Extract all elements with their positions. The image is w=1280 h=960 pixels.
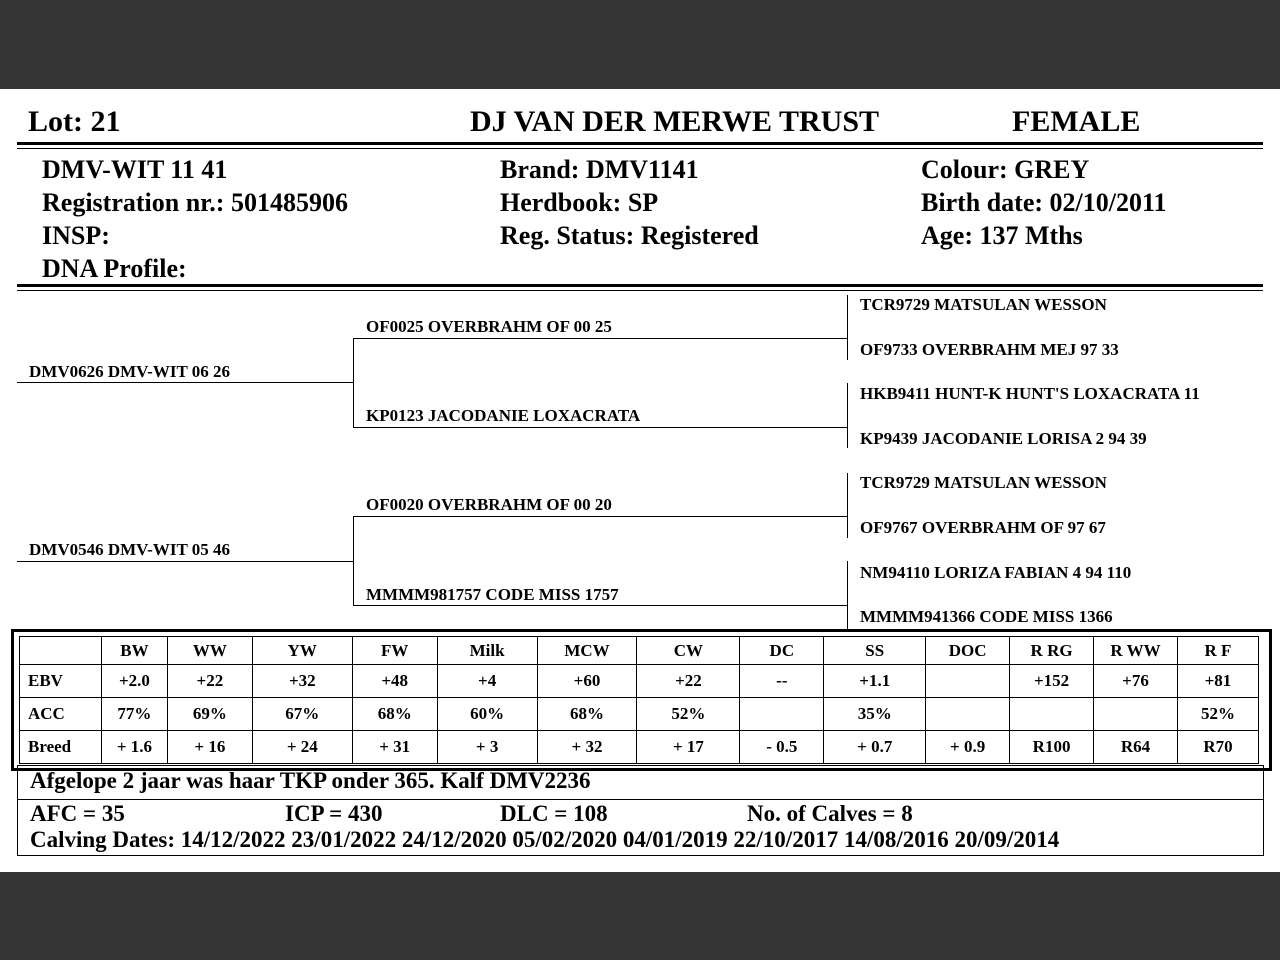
pedigree-line <box>847 295 848 360</box>
remark-box <box>17 765 1264 800</box>
reg-status: Reg. Status: Registered <box>500 221 759 250</box>
table-cell: + 1.6 <box>101 731 167 764</box>
number-of-calves: No. of Calves = 8 <box>747 801 913 826</box>
table-cell <box>740 698 824 731</box>
table-cell: -- <box>740 665 824 698</box>
ebv-col-header: SS <box>824 637 926 665</box>
row-label: ACC <box>20 698 102 731</box>
pedigree-gen3-item: HKB9411 HUNT-K HUNT'S LOXACRATA 11 <box>860 384 1200 403</box>
table-cell: +76 <box>1094 665 1178 698</box>
table-cell: +48 <box>352 665 437 698</box>
dna-profile: DNA Profile: <box>42 254 187 283</box>
brand: Brand: DMV1141 <box>500 155 699 184</box>
table-cell: + 3 <box>437 731 537 764</box>
table-cell: 68% <box>537 698 637 731</box>
table-cell: R100 <box>1010 731 1094 764</box>
row-label: Breed <box>20 731 102 764</box>
table-cell: + 0.9 <box>926 731 1010 764</box>
ebv-col-header: DC <box>740 637 824 665</box>
table-cell: +2.0 <box>101 665 167 698</box>
table-cell: - 0.5 <box>740 731 824 764</box>
icp: ICP = 430 <box>285 801 383 826</box>
lot-label <box>28 105 121 139</box>
animal-info-left <box>42 153 348 285</box>
table-cell: + 32 <box>537 731 637 764</box>
lot-label-text: Lot: <box>28 105 83 138</box>
age: Age: 137 Mths <box>921 221 1083 250</box>
table-row <box>20 698 1259 731</box>
pedigree-gen3-item: TCR9729 MATSULAN WESSON <box>860 473 1107 492</box>
sex-label: FEMALE <box>1012 105 1141 138</box>
pedigree-sire: DMV0626 DMV-WIT 06 26 <box>29 362 230 381</box>
ebv-col-header: Milk <box>437 637 537 665</box>
table-cell: + 0.7 <box>824 731 926 764</box>
owner-name: DJ VAN DER MERWE TRUST <box>470 105 880 138</box>
pedigree-line <box>353 605 847 606</box>
pedigree-gen3-item: TCR9729 MATSULAN WESSON <box>860 295 1107 314</box>
table-cell: R64 <box>1094 731 1178 764</box>
table-cell <box>1094 698 1178 731</box>
dlc: DLC = 108 <box>500 801 608 826</box>
table-cell: + 17 <box>637 731 740 764</box>
info-rule <box>17 284 1263 287</box>
pedigree-line <box>847 561 848 629</box>
pedigree-gen3-item: NM94110 LORIZA FABIAN 4 94 110 <box>860 563 1132 582</box>
calving-stats-box <box>17 799 1264 856</box>
table-cell <box>926 665 1010 698</box>
table-row <box>20 731 1259 764</box>
pedigree-line <box>17 561 353 562</box>
ebv-col-header: FW <box>352 637 437 665</box>
table-cell: +32 <box>252 665 352 698</box>
ebv-col-header: BW <box>101 637 167 665</box>
table-cell: 69% <box>167 698 252 731</box>
ebv-col-header: R RG <box>1010 637 1094 665</box>
table-cell: +22 <box>167 665 252 698</box>
table-cell: R70 <box>1177 731 1258 764</box>
pedigree-gen3-item: OF9767 OVERBRAHM OF 97 67 <box>860 518 1106 537</box>
pedigree-line <box>17 382 353 383</box>
animal-name: DMV-WIT 11 41 <box>42 155 228 184</box>
table-cell: 60% <box>437 698 537 731</box>
table-cell: 52% <box>1177 698 1258 731</box>
table-cell: 77% <box>101 698 167 731</box>
table-cell: +81 <box>1177 665 1258 698</box>
table-cell: + 16 <box>167 731 252 764</box>
remark-text: Afgelope 2 jaar was haar TKP onder 365. Kalf DMV2236 <box>30 768 591 793</box>
ebv-col-header: CW <box>637 637 740 665</box>
table-cell: + 31 <box>352 731 437 764</box>
table-cell <box>926 698 1010 731</box>
pedigree-line <box>847 383 848 448</box>
header-rule-thin <box>17 148 1263 149</box>
table-cell: 52% <box>637 698 740 731</box>
animal-info-middle <box>500 153 759 252</box>
insp: INSP: <box>42 221 110 250</box>
table-cell <box>1010 698 1094 731</box>
pedigree-gen3-item: MMMM941366 CODE MISS 1366 <box>860 607 1113 626</box>
herdbook: Herdbook: SP <box>500 188 659 217</box>
table-cell: +22 <box>637 665 740 698</box>
colour: Colour: GREY <box>921 155 1090 184</box>
table-cell: +60 <box>537 665 637 698</box>
pedigree-dam: DMV0546 DMV-WIT 05 46 <box>29 540 230 559</box>
animal-info-right <box>921 153 1167 252</box>
table-cell: +1.1 <box>824 665 926 698</box>
pedigree-gen3-item: OF9733 OVERBRAHM MEJ 97 33 <box>860 340 1119 359</box>
pedigree-line <box>353 516 847 517</box>
pedigree-dam-dam: MMMM981757 CODE MISS 1757 <box>366 585 619 604</box>
info-rule-thin <box>17 290 1263 291</box>
pedigree-dam-sire: OF0020 OVERBRAHM OF 00 20 <box>366 495 612 514</box>
pedigree-gen3-item: KP9439 JACODANIE LORISA 2 94 39 <box>860 429 1147 448</box>
table-cell: 68% <box>352 698 437 731</box>
pedigree-line <box>353 516 354 606</box>
table-cell: 35% <box>824 698 926 731</box>
row-label: EBV <box>20 665 102 698</box>
ebv-col-header: MCW <box>537 637 637 665</box>
ebv-col-header: YW <box>252 637 352 665</box>
pedigree-line <box>847 473 848 538</box>
birth-date: Birth date: 02/10/2011 <box>921 188 1167 217</box>
ebv-col-header: WW <box>167 637 252 665</box>
header-rule <box>17 142 1263 145</box>
registration-number: Registration nr.: 501485906 <box>42 188 348 217</box>
table-cell: +4 <box>437 665 537 698</box>
pedigree-line <box>353 427 847 428</box>
ebv-table <box>19 636 1259 764</box>
ebv-col-header: R F <box>1177 637 1258 665</box>
table-cell: + 24 <box>252 731 352 764</box>
table-cell: 67% <box>252 698 352 731</box>
afc: AFC = 35 <box>30 801 125 826</box>
pedigree-line <box>353 338 354 428</box>
pedigree-sire-dam: KP0123 JACODANIE LOXACRATA <box>366 406 641 425</box>
table-cell: +152 <box>1010 665 1094 698</box>
ebv-corner <box>20 637 102 665</box>
calving-dates: Calving Dates: 14/12/2022 23/01/2022 24/12/2020 05/02/2020 04/01/2019 22/10/2017 14/08/2016 20/09/2014 <box>30 827 1060 852</box>
table-row <box>20 665 1259 698</box>
pedigree-sire-sire: OF0025 OVERBRAHM OF 00 25 <box>366 317 612 336</box>
lot-number: 21 <box>90 105 121 138</box>
ebv-col-header: R WW <box>1094 637 1178 665</box>
ebv-col-header: DOC <box>926 637 1010 665</box>
ebv-header-row <box>20 637 1259 665</box>
sale-catalogue-page <box>0 89 1280 872</box>
pedigree-line <box>353 338 847 339</box>
